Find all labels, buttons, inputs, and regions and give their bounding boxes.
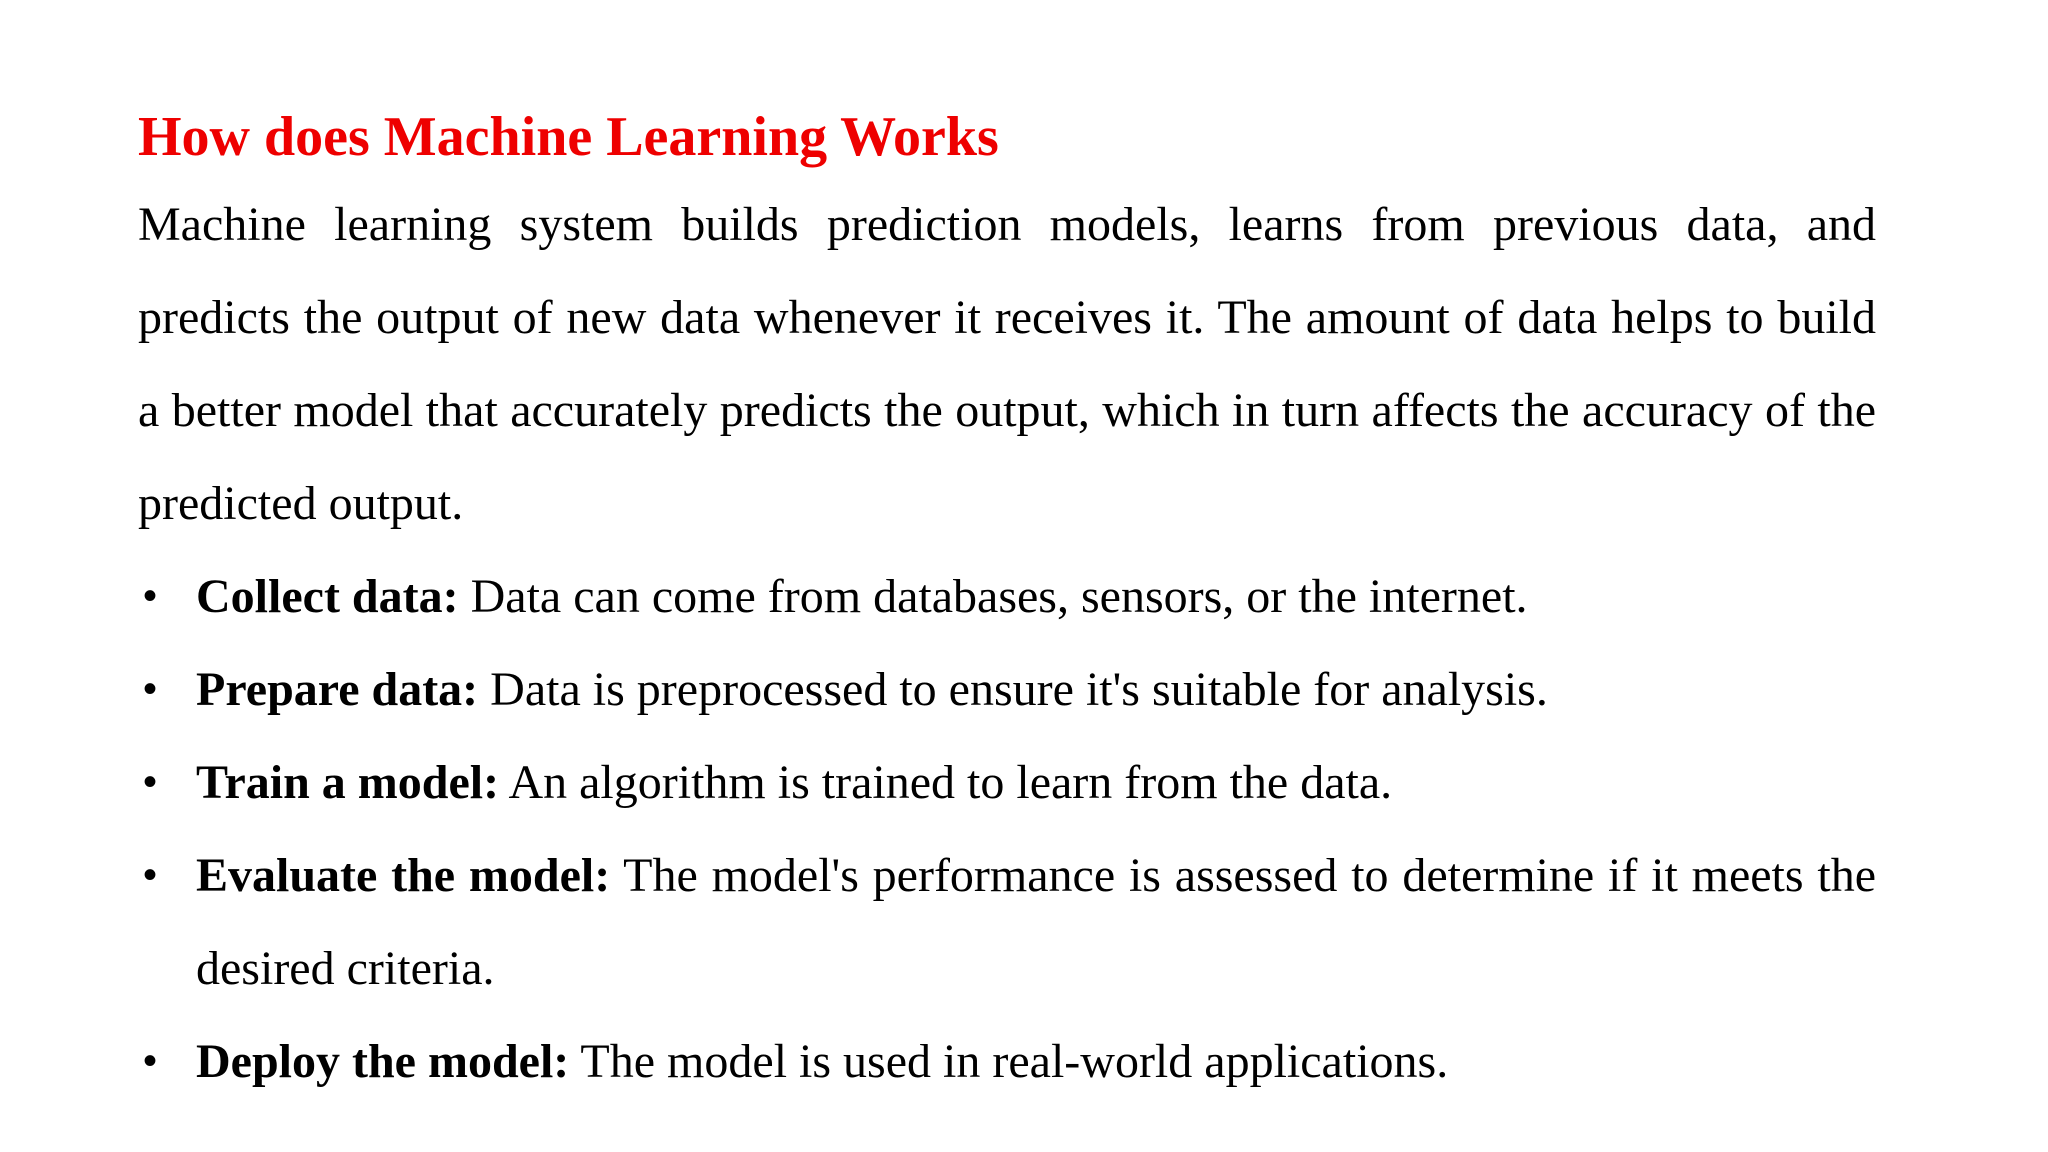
step-term: Train a model:: [196, 756, 500, 809]
list-item-evaluate-model: [138, 829, 1876, 1015]
step-term: Collect data:: [196, 570, 459, 623]
bullet-icon: •: [142, 667, 157, 711]
bullet-icon: •: [142, 1039, 157, 1083]
step-term: Evaluate the model:: [196, 849, 611, 902]
step-term: Deploy the model:: [196, 1035, 570, 1088]
step-text: Data is preprocessed to ensure it's suitable for analysis.: [478, 663, 1548, 716]
step-term: Prepare data:: [196, 663, 479, 716]
list-item-prepare-data: [138, 643, 1876, 736]
intro-paragraph: Machine learning system builds prediction models, learns from previous data, and predicts the output of new data whenever it receives it. The amount of data helps to build a better model that accurately predicts the output, which in turn affects the accuracy of the predicted output.: [138, 198, 1876, 530]
bullet-icon: •: [142, 760, 157, 804]
bullet-icon: •: [142, 853, 157, 897]
steps-list: [138, 550, 1876, 1108]
bullet-icon: •: [142, 574, 157, 618]
step-text: Data can come from databases, sensors, or the internet.: [458, 570, 1528, 623]
list-item-deploy-model: [138, 1015, 1876, 1108]
list-item-train-model: [138, 736, 1876, 829]
step-text: The model's performance is assessed to determine if it meets the desired criteria.: [196, 849, 1876, 995]
step-text: An algorithm is trained to learn from the data.: [499, 756, 1393, 809]
step-text: The model is used in real-world applications.: [569, 1035, 1449, 1088]
list-item-collect-data: [138, 550, 1876, 643]
slide-title: How does Machine Learning Works: [138, 106, 999, 168]
slide-content: [138, 96, 1876, 1108]
